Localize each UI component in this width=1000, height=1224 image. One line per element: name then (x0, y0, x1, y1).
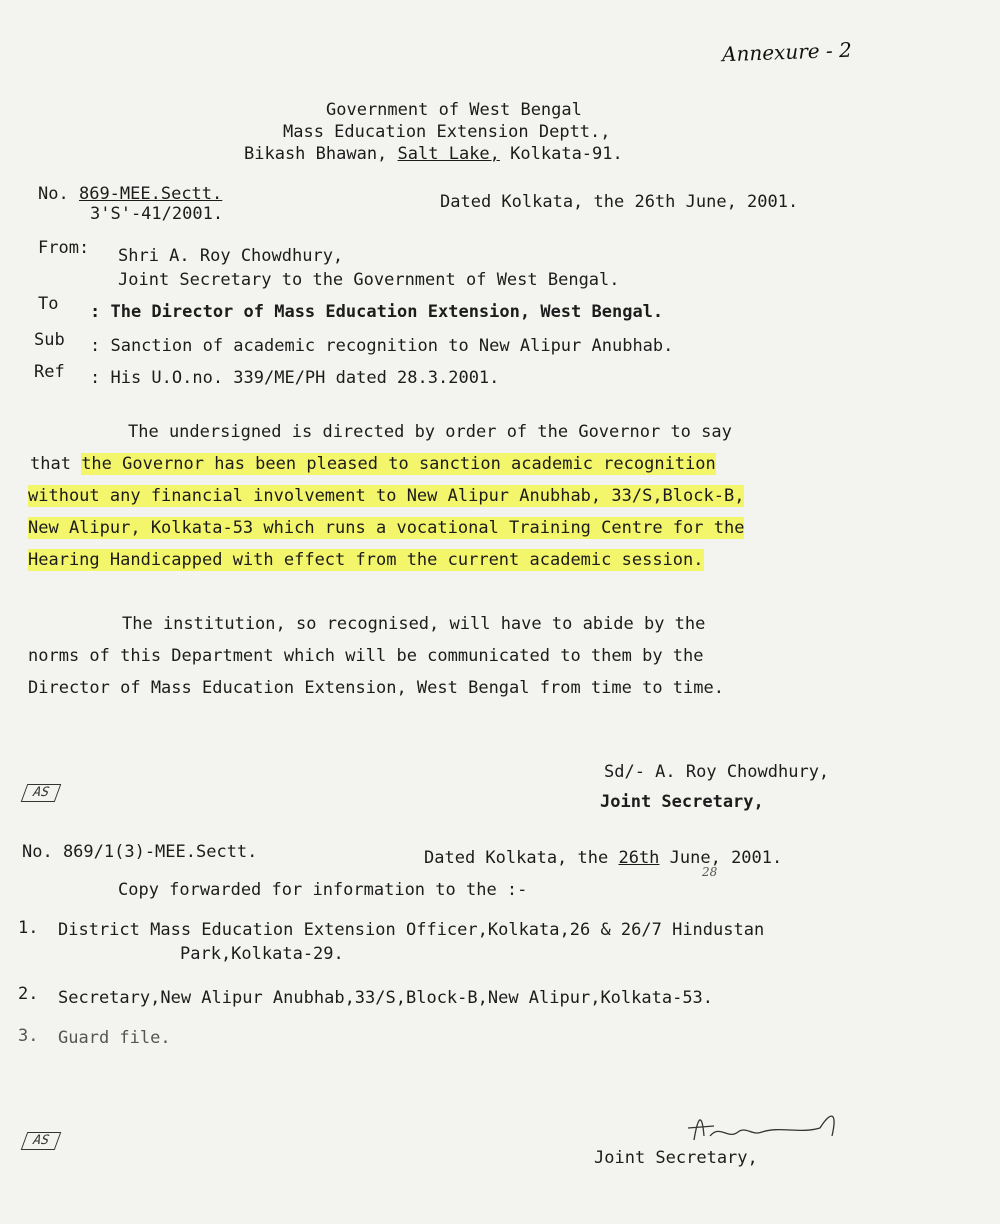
initials-stamp-footer: AS (21, 1132, 61, 1150)
ref-value: : His U.O.no. 339/ME/PH dated 28.3.2001. (90, 368, 500, 388)
list-item-continued: Park,Kolkata-29. (180, 944, 344, 964)
copy-forwarded: Copy forwarded for information to the :- (118, 880, 528, 900)
memo-file-number: 3'S'-41/2001. (90, 204, 224, 224)
para2-line-1: The institution, so recognised, will have to abide by the (122, 614, 706, 634)
to-value: : The Director of Mass Education Extension, West Bengal. (90, 302, 664, 322)
signature-name: Sd/- A. Roy Chowdhury, (604, 762, 830, 782)
para1-line-5: Hearing Handicapped with effect from the current academic session. (28, 550, 704, 570)
para1-line-4: New Alipur, Kolkata-53 which runs a vocational Training Centre for the (28, 518, 745, 538)
annexure-note: Annexure - 2 (721, 37, 853, 67)
para1-line-2: that the Governor has been pleased to sanction academic recognition (30, 454, 716, 474)
list-item: District Mass Education Extension Officer,Kolkata,26 & 26/7 Hindustan (58, 920, 765, 940)
para1-line-1: The undersigned is directed by order of the Governor to say (128, 422, 732, 442)
memo-number: No. 869-MEE.Sectt. (38, 184, 223, 204)
header-line-3: Bikash Bhawan, Salt Lake, Kolkata-91. (244, 144, 623, 164)
sub-value: : Sanction of academic recognition to New Alipur Anubhab. (90, 336, 674, 356)
date-correction: 28 (702, 865, 718, 879)
initials-stamp: AS (21, 784, 61, 802)
sub-label: Sub (34, 330, 65, 350)
list-item: Guard file. (58, 1028, 171, 1048)
memo-date: Dated Kolkata, the 26th June, 2001. (440, 192, 799, 212)
signature-title: Joint Secretary, (600, 792, 764, 812)
header-line-1: Government of West Bengal (326, 100, 582, 120)
list-item: Secretary,New Alipur Anubhab,33/S,Block-B,New Alipur,Kolkata-53. (58, 988, 714, 1008)
header-line-2: Mass Education Extension Deptt., (283, 122, 611, 142)
memo2-number: No. 869/1(3)-MEE.Sectt. (22, 842, 258, 862)
from-label: From: (38, 238, 90, 258)
to-label: To (38, 294, 59, 314)
from-line-1: Shri A. Roy Chowdhury, (118, 246, 344, 266)
list-item-number: 3. (18, 1026, 39, 1046)
from-line-2: Joint Secretary to the Government of West Bengal. (118, 270, 620, 290)
signature-footer-title: Joint Secretary, (594, 1148, 758, 1168)
para1-line-3: without any financial involvement to New Alipur Anubhab, 33/S,Block-B, (28, 486, 745, 506)
memo2-date: Dated Kolkata, the 26th June, 2001. (424, 848, 783, 868)
handwritten-signature (680, 1106, 850, 1152)
ref-label: Ref (34, 362, 65, 382)
para2-line-2: norms of this Department which will be communicated to them by the (28, 646, 704, 666)
para2-line-3: Director of Mass Education Extension, West Bengal from time to time. (28, 678, 724, 698)
list-item-number: 2. (18, 984, 39, 1004)
list-item-number: 1. (18, 918, 39, 938)
